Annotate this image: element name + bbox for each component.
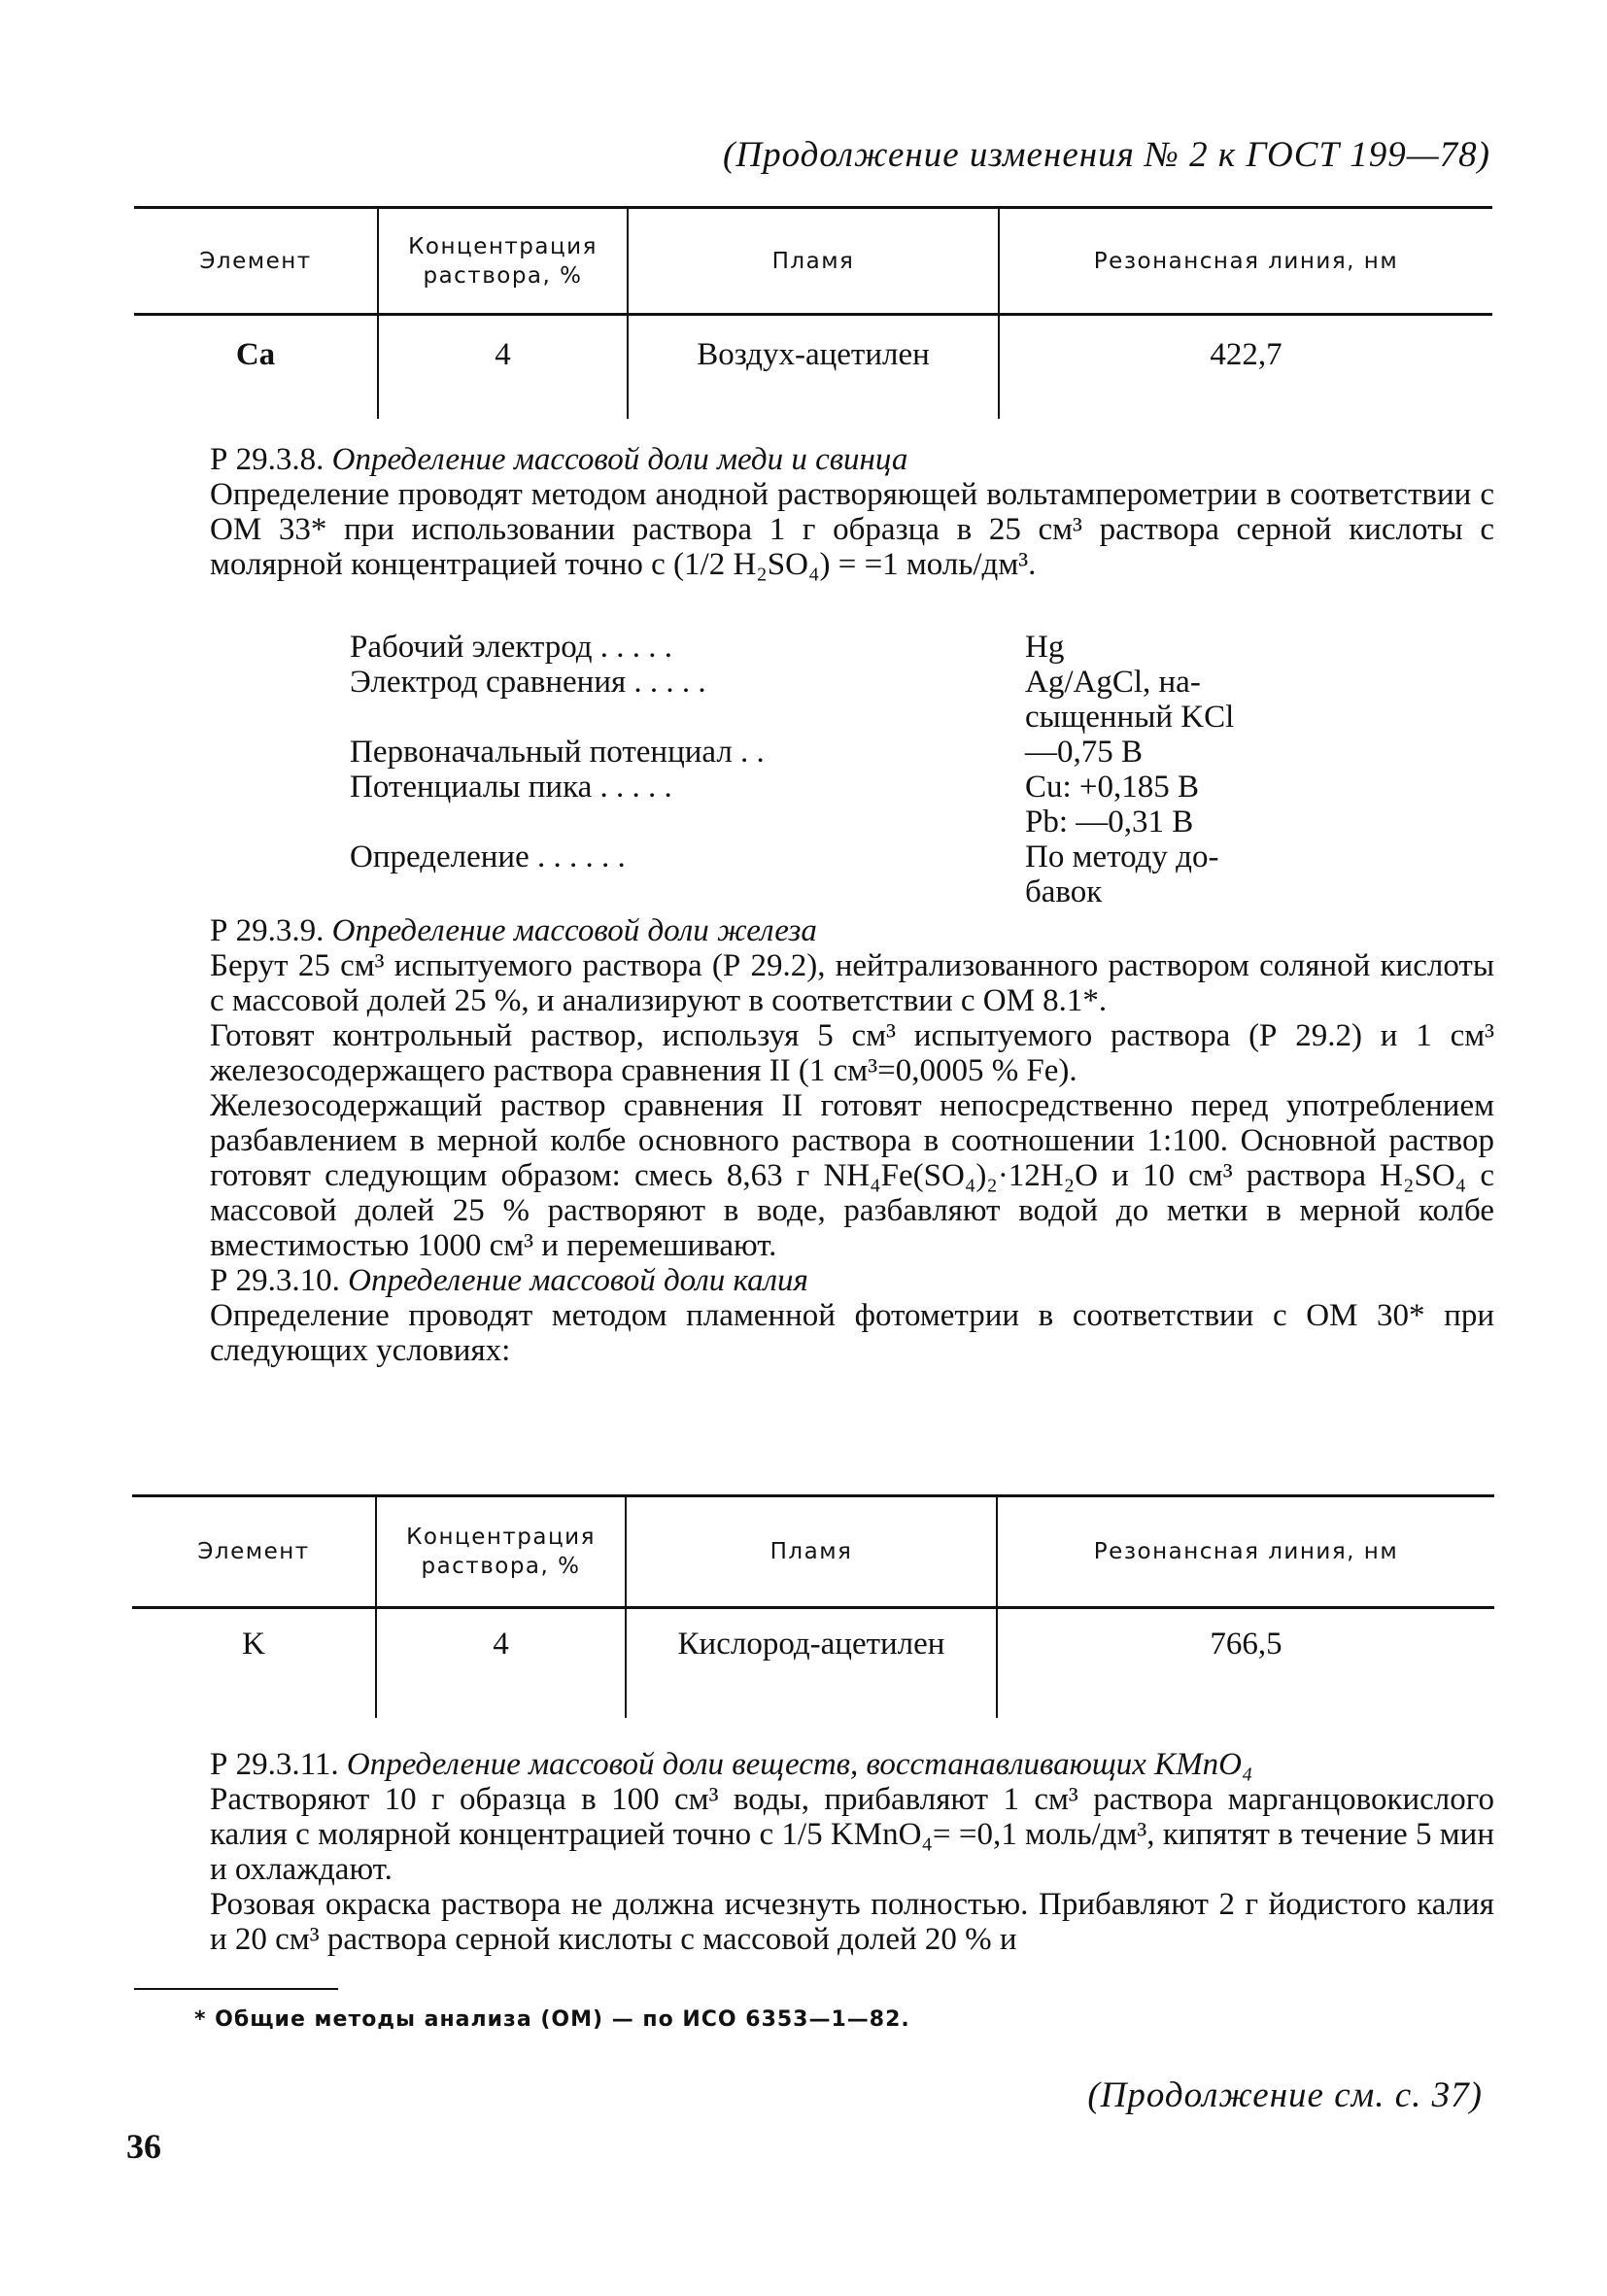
table-header-row bbox=[132, 1496, 1494, 1608]
paragraph: Готовят контрольный раствор, используя 5 см³ испытуемого раствора (Р 29.2) и 1 см³ железосодержащего раствора сравнения II (1 см³=0,0005 % Fe). bbox=[210, 1018, 1494, 1088]
cell-flame: Воздух-ацетилен bbox=[628, 315, 999, 420]
section-title: Определение массовой доли калия bbox=[348, 1263, 808, 1298]
section-heading bbox=[210, 442, 1494, 477]
section-29-3-11 bbox=[210, 1747, 1494, 1957]
param-label: Первоначальный потенциал . . bbox=[350, 735, 765, 770]
cell-concentration: 4 bbox=[378, 315, 628, 420]
param-value: По методу до- bbox=[1025, 840, 1219, 874]
section-body: Определение проводят методом анодной растворяющей вольтамперометрии в соответствии с ОМ 33* при использовании раствора 1 г образца в 25 см³ раствора серной кислоты с молярной концентрацией точно c (1/2 H₂SO₄) = =1 моль/дм³. bbox=[210, 477, 1494, 582]
section-body: Определение проводят методом пламенной фотометрии в соответствии с ОМ 30* при следующих условиях: bbox=[210, 1298, 1494, 1368]
section-29-3-8 bbox=[210, 442, 1494, 582]
param-value: Cu: +0,185 В bbox=[1025, 770, 1200, 805]
page-number: 36 bbox=[126, 2127, 161, 2166]
param-value: Hg bbox=[1025, 630, 1065, 665]
table-potassium bbox=[132, 1494, 1494, 1718]
cell-flame: Кислород-ацетилен bbox=[626, 1608, 997, 1719]
table-row bbox=[134, 315, 1492, 420]
section-heading bbox=[210, 1263, 1494, 1298]
table-header-row bbox=[134, 208, 1492, 315]
footnote: * Общие методы анализа (ОМ) — по ИСО 6353—1—82. bbox=[194, 2007, 910, 2032]
table-row bbox=[132, 1608, 1494, 1719]
section-heading bbox=[210, 913, 1494, 948]
paragraph: Железосодержащий раствор сравнения II готовят непосредственно перед употреблением разбавлением в мерной колбе основного раствора в соотношении 1:100. Основной раствор готовят следующим образом: смесь 8,63 г NH₄Fe(SO₄)₂·12H₂O и 10 см³ раствора H₂SO₄ с массовой долей 25 % растворяют в воде, разбавляют водой до метки в мерной колбе вместимостью 1000 см³ и перемешивают. bbox=[210, 1088, 1494, 1263]
paragraph: Растворяют 10 г образца в 100 см³ воды, прибавляют 1 см³ раствора марганцовокислого калия с молярной концентрацией точно c 1/5 KMnO₄= =0,1 моль/дм³, кипятят в течение 5 мин и охлаждают. bbox=[210, 1782, 1494, 1887]
header-resonance-line: Резонансная линия, нм bbox=[999, 208, 1492, 315]
paragraph: Берут 25 см³ испытуемого раствора (Р 29.2), нейтрализованного раствором соляной кислоты с массовой долей 25 %, и анализируют в соответствии с ОМ 8.1*. bbox=[210, 948, 1494, 1018]
header-flame: Пламя bbox=[626, 1496, 997, 1608]
section-title: Определение массовой доли веществ, восстанавливающих KMnO₄ bbox=[346, 1747, 1253, 1782]
cell-element: K bbox=[242, 1627, 265, 1662]
header-element: Элемент bbox=[197, 1539, 310, 1564]
param-label: Рабочий электрод . . . . . bbox=[350, 630, 673, 665]
cell-resonance-line: 422,7 bbox=[999, 315, 1492, 420]
param-value: —0,75 В bbox=[1025, 735, 1144, 770]
param-label: Потенциалы пика . . . . . bbox=[350, 770, 672, 805]
cell-element: Ca bbox=[235, 337, 276, 372]
cell-concentration: 4 bbox=[376, 1608, 626, 1719]
cell-resonance-line: 766,5 bbox=[997, 1608, 1494, 1719]
section-number: Р 29.3.8. bbox=[210, 442, 325, 477]
param-value: бавок bbox=[1025, 874, 1103, 909]
param-label: Определение . . . . . . bbox=[350, 840, 626, 874]
continuation-note: (Продолжение см. с. 37) bbox=[1087, 2075, 1483, 2115]
header-concentration: Концентрация раствора, % bbox=[378, 208, 628, 315]
section-number: Р 29.3.11. bbox=[210, 1747, 339, 1782]
header-concentration: Концентрация раствора, % bbox=[376, 1496, 626, 1608]
param-value: сыщенный KCl bbox=[1025, 700, 1235, 735]
section-title: Определение массовой доли железа bbox=[331, 913, 817, 948]
param-label: Электрод сравнения . . . . . bbox=[350, 665, 706, 700]
running-head: (Продолжение изменения № 2 к ГОСТ 199—78) bbox=[723, 135, 1490, 175]
paragraph: Розовая окраска раствора не должна исчезнуть полностью. Прибавляют 2 г йодистого калия и 20 см³ раствора серной кислоты с массовой долей 20 % и bbox=[210, 1887, 1494, 1957]
table-calcium bbox=[134, 206, 1492, 419]
section-title: Определение массовой доли меди и свинца bbox=[331, 442, 908, 477]
header-element: Элемент bbox=[199, 248, 312, 274]
header-flame: Пламя bbox=[628, 208, 999, 315]
section-29-3-9 bbox=[210, 913, 1494, 1368]
footnote-rule bbox=[134, 1988, 338, 1990]
section-heading bbox=[210, 1747, 1494, 1782]
section-number: Р 29.3.9. bbox=[210, 913, 325, 948]
header-resonance-line: Резонансная линия, нм bbox=[997, 1496, 1494, 1608]
section-number: Р 29.3.10. bbox=[210, 1263, 340, 1298]
param-value: Ag/AgCl, на- bbox=[1025, 665, 1201, 700]
param-value: Pb: —0,31 В bbox=[1025, 805, 1194, 840]
